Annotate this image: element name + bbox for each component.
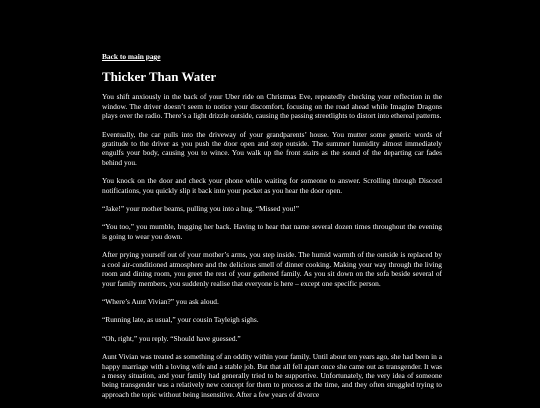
story-paragraph: “Running late, as usual,” your cousin Tayleigh sighs. (102, 315, 259, 325)
story-page (102, 52, 442, 408)
story-paragraph: Aunt Vivian was treated as something of an oddity within your family. Until about ten years ago, she had been in a happy marriage with a loving wife and a stable job. But that all fell apart once she came out as transgender. It was a messy situation, and your family had generally tried to be supportive. Unfortunately, the very idea of someone being transgender was a relatively new concept for them to process at the time, and they often struggled trying to approach the topic without being insensitive. After a few years of divorce (102, 352, 442, 399)
back-to-main-link[interactable]: Back to main page (102, 52, 161, 61)
story-paragraph: You knock on the door and check your phone while waiting for someone to answer. Scrolling through Discord notifications, you quickly slip it back into your pocket as you hear the door open. (102, 176, 442, 195)
story-title: Thicker Than Water (102, 69, 217, 85)
story-body (102, 92, 442, 399)
story-paragraph: “Oh, right,” you reply. “Should have guessed.” (102, 333, 241, 343)
story-paragraph: “Where’s Aunt Vivian?” you ask aloud. (102, 296, 219, 306)
story-paragraph: After prying yourself out of your mother’s arms, you step inside. The humid warmth of the outside is replaced by a cool air-conditioned atmosphere and the delicious smell of dinner cooking. Making your way through the living room and dining room, you greet the rest of your gathered family. As you sit down on the sofa beside several of your family members, you suddenly realise that everyone is here – except one specific person. (102, 250, 442, 288)
story-paragraph: You shift anxiously in the back of your Uber ride on Christmas Eve, repeatedly checking your reflection in the window. The driver doesn’t seem to notice your discomfort, focusing on the road ahead while Imagine Dragons plays over the radio. There’s a light drizzle outside, causing the passing streetlights to distort into ethereal patterns. (102, 92, 442, 121)
story-paragraph: “Jake!” your mother beams, pulling you into a hug. “Missed you!” (102, 204, 300, 214)
story-paragraph: Eventually, the car pulls into the driveway of your grandparents’ house. You mutter some generic words of gratitude to the driver as you push the door open and step outside. The summer humidity almost immediately engulfs your body, causing you to wince. You walk up the front stairs as the sound of the departing car fades behind you. (102, 129, 442, 167)
story-paragraph: “You too,” you mumble, hugging her back. Having to hear that name several dozen times throughout the evening is going to wear you down. (102, 222, 442, 241)
